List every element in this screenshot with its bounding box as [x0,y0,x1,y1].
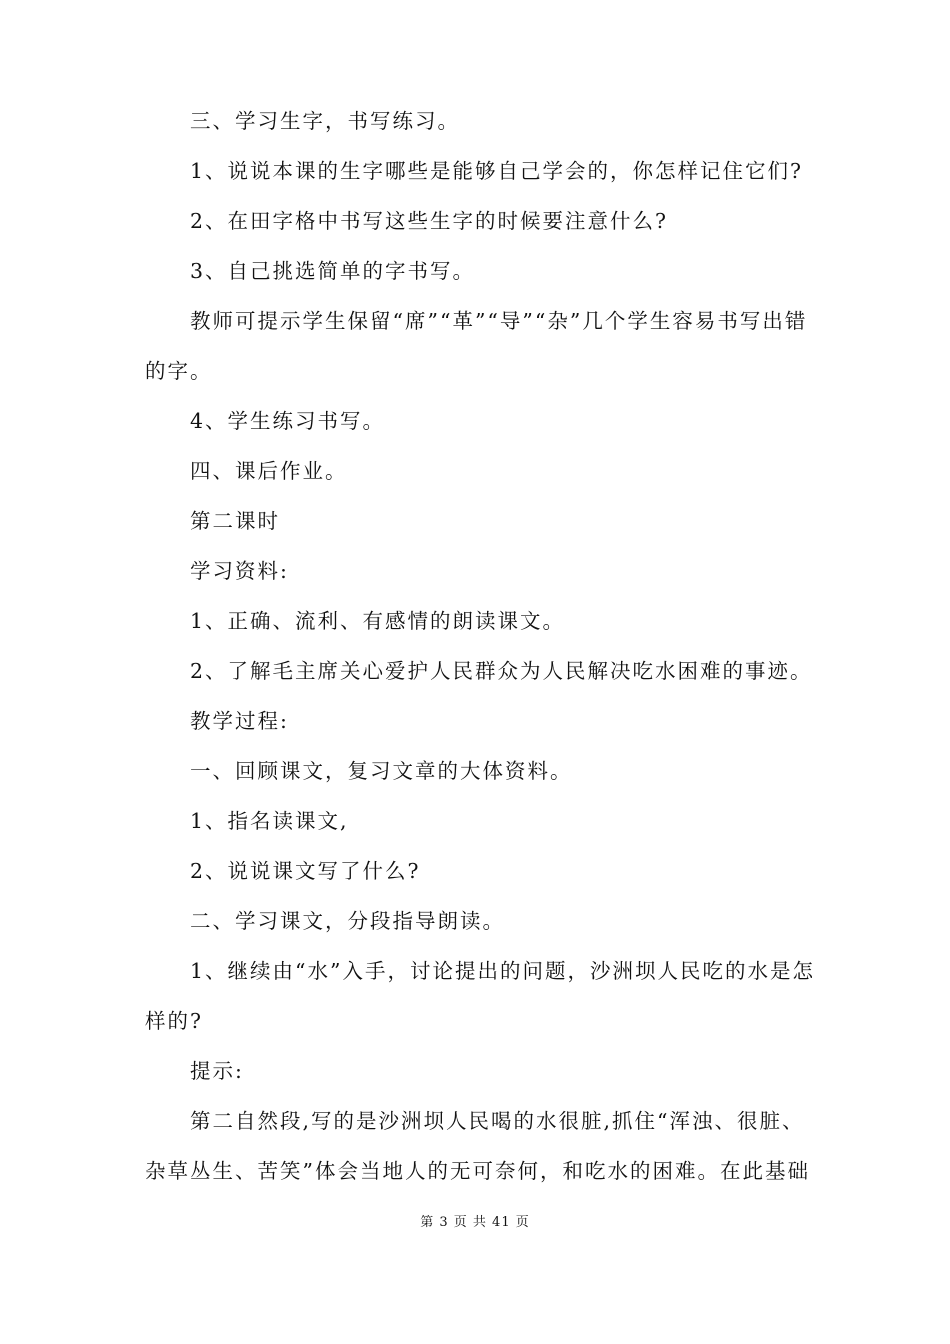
section-heading: 第二课时 [190,509,280,533]
paragraph: 一、回顾课文，复习文章的大体资料。 [190,759,573,783]
paragraph: 2、了解毛主席关心爱护人民群众为人民解决吃水困难的事迹。 [190,659,813,683]
paragraph: 提示: [190,1059,244,1083]
paragraph: 1、指名读课文, [190,809,349,833]
paragraph: 1、说说本课的生字哪些是能够自己学会的，你怎样记住它们? [190,159,804,183]
page-footer: 第 3 页 共 41 页 [420,1215,530,1230]
paragraph: 2、说说课文写了什么? [190,859,421,883]
paragraph: 三、学习生字，书写练习。 [190,109,460,133]
paragraph: 教师可提示学生保留“席”“革”“导”“杂”几个学生容易书写出错的字。 [145,309,808,383]
paragraph: 3、自己挑选简单的字书写。 [190,259,476,283]
paragraph: 四、课后作业。 [190,459,348,483]
paragraph: 4、学生练习书写。 [190,409,386,433]
paragraph: 1、正确、流利、有感情的朗读课文。 [190,609,566,633]
paragraph: 2、在田字格中书写这些生字的时候要注意什么? [190,209,669,233]
paragraph: 二、学习课文，分段指导朗读。 [190,909,505,933]
paragraph: 学习资料: [190,559,289,583]
paragraph: 教学过程: [190,709,289,733]
paragraph: 1、继续由“水”入手，讨论提出的问题，沙洲坝人民吃的水是怎样的? [145,959,816,1033]
paragraph: 第二自然段,写的是沙洲坝人民喝的水很脏,抓住“浑浊、很脏、杂草丛生、苦笑”体会当地人的无可奈何，和吃水的困难。在此基础 [145,1109,810,1183]
